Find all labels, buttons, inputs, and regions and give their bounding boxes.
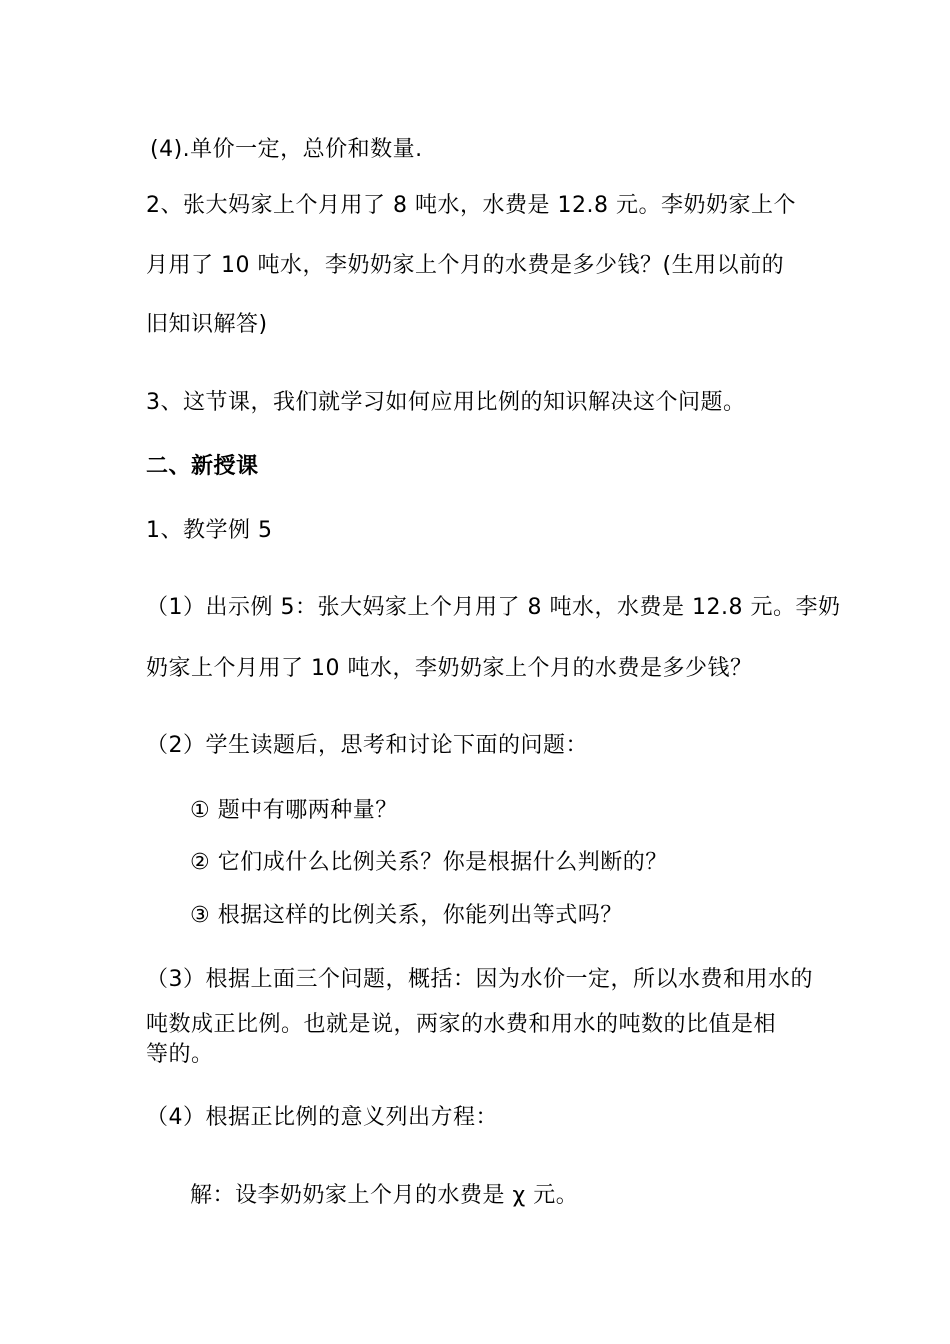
- list-item-question-3: ③ 根据这样的比例关系，你能列出等式吗？: [190, 903, 623, 928]
- text-line-ex-3-part1: （3）根据上面三个问题，概括：因为水价一定，所以水费和用水的: [146, 967, 813, 992]
- text-line-unit-price: (4).单价一定，总价和数量.: [150, 137, 423, 162]
- text-line-ex-1-part2: 奶家上个月用了 10 吨水，李奶奶家上个月的水费是多少钱？: [146, 656, 753, 681]
- list-item-question-1: ① 题中有哪两种量？: [190, 798, 398, 823]
- text-line-q2-part3: 旧知识解答): [146, 312, 268, 337]
- text-line-q3: 3、这节课，我们就学习如何应用比例的知识解决这个问题。: [146, 390, 746, 415]
- section-heading-new-lesson: 二、新授课: [146, 454, 259, 479]
- text-line-q2-part1: 2、张大妈家上个月用了 8 吨水，水费是 12.8 元。李奶奶家上个: [146, 193, 796, 218]
- text-line-ex-1-part1: （1）出示例 5：张大妈家上个月用了 8 吨水，水费是 12.8 元。李奶: [146, 595, 841, 620]
- text-line-example-5: 1、教学例 5: [146, 518, 273, 543]
- text-line-ex-3-part2: 吨数成正比例。也就是说，两家的水费和用水的吨数的比值是相: [146, 1012, 777, 1037]
- text-line-ex-2: （2）学生读题后，思考和讨论下面的问题：: [146, 733, 588, 758]
- text-line-ex-4: （4）根据正比例的意义列出方程：: [146, 1105, 498, 1130]
- list-item-question-2: ② 它们成什么比例关系？你是根据什么判断的？: [190, 850, 668, 875]
- text-line-solution: 解：设李奶奶家上个月的水费是 χ 元。: [190, 1183, 579, 1208]
- text-line-ex-3-part3: 等的。: [146, 1042, 214, 1067]
- text-line-q2-part2: 月用了 10 吨水，李奶奶家上个月的水费是多少钱？(生用以前的: [146, 253, 785, 278]
